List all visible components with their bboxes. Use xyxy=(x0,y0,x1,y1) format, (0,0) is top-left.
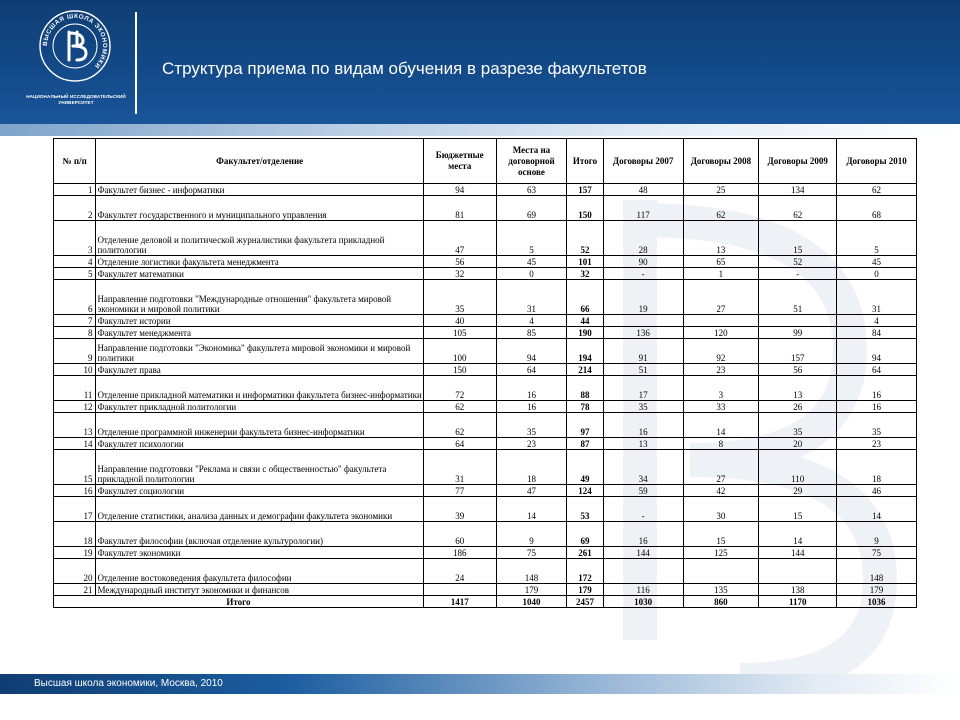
cell-d2010: 0 xyxy=(837,268,917,280)
table-row xyxy=(54,268,917,280)
cell-d2010: 23 xyxy=(837,438,917,450)
faculty-name: Направление подготовки "Международные отношения" факультета мировой экономики и мировой политики xyxy=(96,280,423,315)
cell-budget: 31 xyxy=(423,450,496,485)
header-divider xyxy=(135,12,137,114)
row-number: 12 xyxy=(54,401,96,413)
cell-d2007: - xyxy=(603,268,683,280)
summary-d2008: 860 xyxy=(683,596,759,608)
cell-d2009: 138 xyxy=(759,584,837,596)
summary-d2007: 1030 xyxy=(603,596,683,608)
cell-total: 101 xyxy=(567,256,603,268)
cell-contract: 94 xyxy=(496,339,567,364)
faculty-name: Отделение логистики факультета менеджмента xyxy=(96,256,423,268)
cell-d2008: 42 xyxy=(683,485,759,497)
cell-budget xyxy=(423,584,496,596)
cell-d2007: 16 xyxy=(603,413,683,438)
cell-d2009: 14 xyxy=(759,522,837,547)
cell-contract: 31 xyxy=(496,280,567,315)
cell-d2009: 13 xyxy=(759,376,837,401)
cell-d2010: 31 xyxy=(837,280,917,315)
faculty-name: Отделение программной инженерии факультета бизнес-информатики xyxy=(96,413,423,438)
table-row xyxy=(54,280,917,315)
cell-total: 261 xyxy=(567,547,603,559)
cell-total: 214 xyxy=(567,364,603,376)
cell-d2007: 35 xyxy=(603,401,683,413)
cell-d2009: 110 xyxy=(759,450,837,485)
cell-d2009: 20 xyxy=(759,438,837,450)
table-row xyxy=(54,221,917,256)
cell-total: 32 xyxy=(567,268,603,280)
cell-d2007: 19 xyxy=(603,280,683,315)
cell-d2010: 94 xyxy=(837,339,917,364)
table-row xyxy=(54,339,917,364)
cell-d2010: 9 xyxy=(837,522,917,547)
cell-d2008 xyxy=(683,559,759,584)
faculty-name: Отделение статистики, анализа данных и демографии факультета экономики xyxy=(96,497,423,522)
header-gradient-band xyxy=(0,124,960,136)
cell-total: 66 xyxy=(567,280,603,315)
svg-text:ВЫСШАЯ ШКОЛА ЭКОНОМИКИ xyxy=(42,13,108,70)
cell-budget: 94 xyxy=(423,184,496,196)
cell-d2010: 5 xyxy=(837,221,917,256)
cell-d2008: 23 xyxy=(683,364,759,376)
cell-total: 124 xyxy=(567,485,603,497)
table-row xyxy=(54,196,917,221)
cell-budget: 64 xyxy=(423,438,496,450)
cell-total: 172 xyxy=(567,559,603,584)
table-row xyxy=(54,315,917,327)
faculty-name: Факультет права xyxy=(96,364,423,376)
cell-d2009: 15 xyxy=(759,221,837,256)
logo-caption-line-2: УНИВЕРСИТЕТ xyxy=(58,100,94,105)
cell-d2009: 99 xyxy=(759,327,837,339)
cell-d2009: 51 xyxy=(759,280,837,315)
cell-d2008: 92 xyxy=(683,339,759,364)
cell-total: 53 xyxy=(567,497,603,522)
table-row xyxy=(54,256,917,268)
table-body xyxy=(54,184,917,608)
table-row xyxy=(54,401,917,413)
cell-d2008: 8 xyxy=(683,438,759,450)
row-number: 4 xyxy=(54,256,96,268)
cell-total: 194 xyxy=(567,339,603,364)
cell-contract: 85 xyxy=(496,327,567,339)
cell-d2009: 52 xyxy=(759,256,837,268)
logo-caption-line-1: НАЦИОНАЛЬНЫЙ ИССЛЕДОВАТЕЛЬСКИЙ xyxy=(26,94,126,99)
table-row xyxy=(54,327,917,339)
cell-d2010: 16 xyxy=(837,401,917,413)
cell-total: 97 xyxy=(567,413,603,438)
row-number: 11 xyxy=(54,376,96,401)
cell-d2009: 56 xyxy=(759,364,837,376)
summary-d2010: 1036 xyxy=(837,596,917,608)
cell-d2009: 157 xyxy=(759,339,837,364)
cell-d2009: 144 xyxy=(759,547,837,559)
faculty-name: Факультет философии (включая отделение культурологии) xyxy=(96,522,423,547)
cell-budget: 72 xyxy=(423,376,496,401)
cell-contract: 18 xyxy=(496,450,567,485)
row-number: 19 xyxy=(54,547,96,559)
cell-budget: 32 xyxy=(423,268,496,280)
cell-d2008: 3 xyxy=(683,376,759,401)
cell-total: 52 xyxy=(567,221,603,256)
column-header: Итого xyxy=(567,139,603,184)
cell-d2007: 48 xyxy=(603,184,683,196)
cell-total: 44 xyxy=(567,315,603,327)
cell-contract: 23 xyxy=(496,438,567,450)
cell-budget: 56 xyxy=(423,256,496,268)
row-number: 1 xyxy=(54,184,96,196)
row-number: 2 xyxy=(54,196,96,221)
faculty-name: Факультет истории xyxy=(96,315,423,327)
cell-contract: 69 xyxy=(496,196,567,221)
cell-d2008: 33 xyxy=(683,401,759,413)
cell-d2008: 15 xyxy=(683,522,759,547)
faculty-name: Международный институт экономики и финансов xyxy=(96,584,423,596)
cell-contract: 75 xyxy=(496,547,567,559)
table-row xyxy=(54,376,917,401)
cell-budget: 24 xyxy=(423,559,496,584)
row-number: 6 xyxy=(54,280,96,315)
cell-d2007 xyxy=(603,315,683,327)
cell-d2009 xyxy=(759,315,837,327)
cell-budget: 47 xyxy=(423,221,496,256)
cell-contract: 179 xyxy=(496,584,567,596)
cell-contract: 9 xyxy=(496,522,567,547)
cell-d2008: 27 xyxy=(683,280,759,315)
cell-d2008: 25 xyxy=(683,184,759,196)
row-number: 5 xyxy=(54,268,96,280)
summary-label: Итого xyxy=(54,596,424,608)
cell-budget: 186 xyxy=(423,547,496,559)
cell-d2007: 91 xyxy=(603,339,683,364)
row-number: 15 xyxy=(54,450,96,485)
cell-contract: 5 xyxy=(496,221,567,256)
cell-d2008: 1 xyxy=(683,268,759,280)
cell-total: 150 xyxy=(567,196,603,221)
cell-d2010: 14 xyxy=(837,497,917,522)
cell-d2009: 15 xyxy=(759,497,837,522)
hse-logo-emblem xyxy=(39,10,111,82)
cell-d2007: 16 xyxy=(603,522,683,547)
cell-d2008: 65 xyxy=(683,256,759,268)
faculty-name: Факультет психологии xyxy=(96,438,423,450)
cell-total: 88 xyxy=(567,376,603,401)
faculty-name: Факультет менеджмента xyxy=(96,327,423,339)
cell-contract: 0 xyxy=(496,268,567,280)
cell-budget: 81 xyxy=(423,196,496,221)
column-header: № п/п xyxy=(54,139,96,184)
cell-d2008: 27 xyxy=(683,450,759,485)
cell-budget: 100 xyxy=(423,339,496,364)
cell-d2010: 35 xyxy=(837,413,917,438)
faculty-name: Факультет государственного и муниципального управления xyxy=(96,196,423,221)
cell-budget: 150 xyxy=(423,364,496,376)
cell-d2010: 45 xyxy=(837,256,917,268)
cell-total: 157 xyxy=(567,184,603,196)
table-row xyxy=(54,364,917,376)
column-header: Договоры 2009 xyxy=(759,139,837,184)
university-logo xyxy=(14,10,138,118)
table-header-row xyxy=(54,139,917,184)
row-number: 16 xyxy=(54,485,96,497)
cell-budget: 105 xyxy=(423,327,496,339)
faculty-name: Отделение деловой и политической журналистики факультета прикладной политологии xyxy=(96,221,423,256)
faculty-name: Направление подготовки "Реклама и связи с общественностью" факультета прикладной политологии xyxy=(96,450,423,485)
cell-contract: 47 xyxy=(496,485,567,497)
cell-contract: 64 xyxy=(496,364,567,376)
cell-d2008: 62 xyxy=(683,196,759,221)
table-row xyxy=(54,497,917,522)
faculty-name: Факультет экономики xyxy=(96,547,423,559)
row-number: 10 xyxy=(54,364,96,376)
summary-row xyxy=(54,596,917,608)
cell-d2010: 16 xyxy=(837,376,917,401)
admissions-table-wrap xyxy=(53,138,917,608)
cell-d2007: 13 xyxy=(603,438,683,450)
cell-budget: 60 xyxy=(423,522,496,547)
cell-contract: 63 xyxy=(496,184,567,196)
cell-d2010: 4 xyxy=(837,315,917,327)
cell-d2007: 116 xyxy=(603,584,683,596)
row-number: 9 xyxy=(54,339,96,364)
column-header: Места на договорной основе xyxy=(496,139,567,184)
row-number: 13 xyxy=(54,413,96,438)
cell-d2010: 84 xyxy=(837,327,917,339)
table-row xyxy=(54,438,917,450)
cell-contract: 14 xyxy=(496,497,567,522)
cell-d2010: 64 xyxy=(837,364,917,376)
summary-contract: 1040 xyxy=(496,596,567,608)
table-row xyxy=(54,584,917,596)
cell-contract: 16 xyxy=(496,376,567,401)
cell-d2008: 13 xyxy=(683,221,759,256)
faculty-name: Факультет математики xyxy=(96,268,423,280)
row-number: 20 xyxy=(54,559,96,584)
cell-contract: 35 xyxy=(496,413,567,438)
cell-total: 78 xyxy=(567,401,603,413)
cell-d2010: 68 xyxy=(837,196,917,221)
row-number: 18 xyxy=(54,522,96,547)
admissions-table xyxy=(53,138,917,608)
faculty-name: Факультет бизнес - информатики xyxy=(96,184,423,196)
column-header: Бюджетные места xyxy=(423,139,496,184)
cell-d2010: 179 xyxy=(837,584,917,596)
cell-d2007: 90 xyxy=(603,256,683,268)
table-row xyxy=(54,413,917,438)
cell-total: 190 xyxy=(567,327,603,339)
faculty-name: Отделение прикладной математики и информатики факультета бизнес-информатики xyxy=(96,376,423,401)
column-header: Договоры 2007 xyxy=(603,139,683,184)
cell-budget: 39 xyxy=(423,497,496,522)
cell-d2009 xyxy=(759,559,837,584)
cell-budget: 35 xyxy=(423,280,496,315)
cell-budget: 40 xyxy=(423,315,496,327)
row-number: 17 xyxy=(54,497,96,522)
cell-d2007: 34 xyxy=(603,450,683,485)
cell-d2010: 148 xyxy=(837,559,917,584)
cell-d2010: 18 xyxy=(837,450,917,485)
cell-d2009: 35 xyxy=(759,413,837,438)
cell-d2007: 28 xyxy=(603,221,683,256)
cell-total: 69 xyxy=(567,522,603,547)
cell-contract: 148 xyxy=(496,559,567,584)
table-row xyxy=(54,450,917,485)
faculty-name: Факультет прикладной политологии xyxy=(96,401,423,413)
row-number: 3 xyxy=(54,221,96,256)
logo-arc-text: ВЫСШАЯ ШКОЛА ЭКОНОМИКИ xyxy=(41,12,109,70)
faculty-name: Отделение востоковедения факультета философии xyxy=(96,559,423,584)
cell-d2007: 17 xyxy=(603,376,683,401)
cell-budget: 62 xyxy=(423,413,496,438)
cell-d2009: 26 xyxy=(759,401,837,413)
cell-d2009: - xyxy=(759,268,837,280)
cell-d2008: 120 xyxy=(683,327,759,339)
cell-d2009: 62 xyxy=(759,196,837,221)
cell-d2008: 125 xyxy=(683,547,759,559)
cell-total: 87 xyxy=(567,438,603,450)
cell-contract: 45 xyxy=(496,256,567,268)
cell-budget: 77 xyxy=(423,485,496,497)
page-title: Структура приема по видам обучения в разрезе факультетов xyxy=(162,59,647,78)
cell-d2010: 62 xyxy=(837,184,917,196)
faculty-name: Направление подготовки "Экономика" факультета мировой экономики и мировой политики xyxy=(96,339,423,364)
column-header: Договоры 2010 xyxy=(837,139,917,184)
table-row xyxy=(54,485,917,497)
cell-d2010: 75 xyxy=(837,547,917,559)
column-header: Договоры 2008 xyxy=(683,139,759,184)
cell-d2007: 51 xyxy=(603,364,683,376)
cell-d2009: 134 xyxy=(759,184,837,196)
summary-total: 2457 xyxy=(567,596,603,608)
footer-text: Высшая школа экономики, Москва, 2010 xyxy=(34,678,223,689)
table-row xyxy=(54,522,917,547)
cell-total: 49 xyxy=(567,450,603,485)
cell-budget: 62 xyxy=(423,401,496,413)
row-number: 14 xyxy=(54,438,96,450)
cell-d2007: 136 xyxy=(603,327,683,339)
cell-total: 179 xyxy=(567,584,603,596)
row-number: 8 xyxy=(54,327,96,339)
cell-d2007: 117 xyxy=(603,196,683,221)
cell-d2007: 59 xyxy=(603,485,683,497)
cell-d2007 xyxy=(603,559,683,584)
cell-d2007: 144 xyxy=(603,547,683,559)
faculty-name: Факультет социологии xyxy=(96,485,423,497)
summary-d2009: 1170 xyxy=(759,596,837,608)
table-row xyxy=(54,547,917,559)
cell-d2008: 30 xyxy=(683,497,759,522)
cell-d2010: 46 xyxy=(837,485,917,497)
cell-d2009: 29 xyxy=(759,485,837,497)
cell-contract: 16 xyxy=(496,401,567,413)
summary-budget: 1417 xyxy=(423,596,496,608)
logo-caption xyxy=(14,94,138,106)
row-number: 21 xyxy=(54,584,96,596)
cell-d2008 xyxy=(683,315,759,327)
cell-d2007: - xyxy=(603,497,683,522)
table-row xyxy=(54,559,917,584)
cell-d2008: 135 xyxy=(683,584,759,596)
row-number: 7 xyxy=(54,315,96,327)
column-header: Факультет/отделение xyxy=(96,139,423,184)
cell-contract: 4 xyxy=(496,315,567,327)
table-row xyxy=(54,184,917,196)
cell-d2008: 14 xyxy=(683,413,759,438)
